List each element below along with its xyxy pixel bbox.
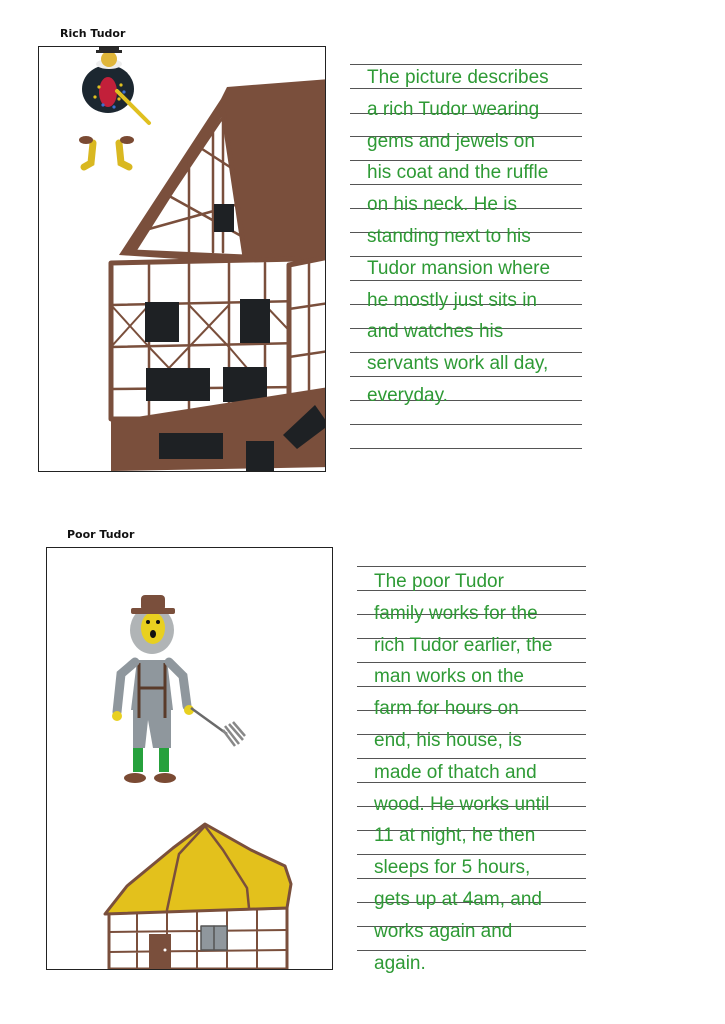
poor-tudor-description: The poor Tudor family works for the rich Tudor earlier, the man works on the farm for hours on end, his house, is made of thatch and wood. He works until 11 at night, he then sleeps for 5 hours, gets up at 4am, and works again and again. <box>374 571 553 974</box>
rich-tudor-drawing-frame <box>38 46 326 472</box>
poor-tudor-caption: Poor Tudor <box>67 528 135 541</box>
poor-tudor-figure <box>112 595 245 783</box>
rich-tudor-ruled-panel <box>350 62 582 462</box>
rich-tudor-caption: Rich Tudor <box>60 27 126 40</box>
rich-tudor-drawing <box>39 47 325 471</box>
thatched-cottage <box>105 824 291 969</box>
rich-tudor-description: The picture describes a rich Tudor wearing gems and jewels on his coat and the ruffle on his neck. He is standing next to his Tudor mansion where he mostly just sits in and watches his servants work all day, everyday. <box>367 67 551 406</box>
tudor-mansion <box>111 79 325 471</box>
poor-tudor-drawing-frame <box>46 547 333 970</box>
poor-tudor-ruled-panel <box>357 566 586 974</box>
rich-tudor-figure <box>79 47 149 167</box>
poor-tudor-drawing <box>47 548 332 969</box>
